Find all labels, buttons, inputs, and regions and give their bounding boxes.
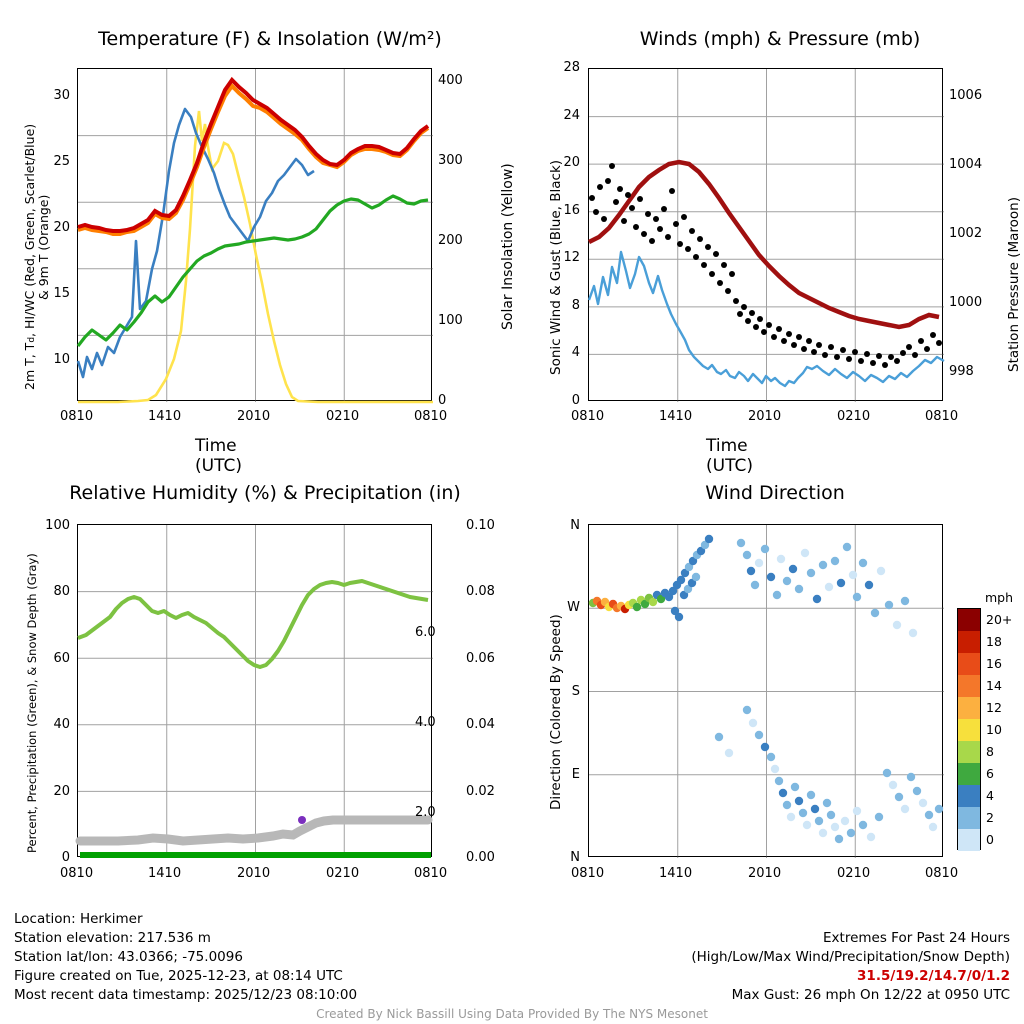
direction-xtick: 2010 [748,866,782,881]
colorbar-swatch [958,675,980,697]
temp-panel-title: Temperature (F) & Insolation (W/m²) [98,28,442,50]
rh-ytick: 20 [53,784,70,799]
direction-yaxis-label: Direction (Colored By Speed) [548,614,564,810]
series-snow-depth [80,820,428,841]
temp-ytick: 25 [53,154,70,169]
rh-ytick-inner: 4.0 [415,715,436,730]
wind-ytick-right: 1002 [949,226,983,241]
extremes-values: 31.5/19.2/14.7/0/1.2 [857,968,1010,984]
colorbar-tick: 10 [986,722,1002,737]
direction-plot-area [588,524,943,857]
temp-ytick-right: 400 [438,73,463,88]
wind-yaxis-label-left: Sonic Wind & Gust (Blue, Black) [548,159,564,375]
colorbar-tick: 12 [986,700,1002,715]
wind-ytick: 8 [571,298,580,313]
temp-plot-svg [78,69,433,402]
temp-yaxis-label-left-line1: 2m T, Td, HI/WC (Red, Green, Scarlet/Blue) [22,123,37,390]
temp-yaxis-label-right: Solar Insolation (Yellow) [500,163,516,330]
footer-latlon: Station lat/lon: 43.0366; -75.0096 [14,949,243,965]
rh-ytick: 60 [53,651,70,666]
wind-xtick: 0810 [925,409,959,424]
colorbar-tick: 8 [986,744,994,759]
colorbar-swatch [958,631,980,653]
rh-ytick: 100 [45,518,70,533]
colorbar-tick: 2 [986,810,994,825]
wind-plot-area [588,68,943,401]
rh-xtick: 0810 [60,866,94,881]
credit-line: Created By Nick Bassill Using Data Provided By The NYS Mesonet [316,1007,708,1021]
temp-xtick: 0810 [414,409,448,424]
wind-yaxis-label-right: Station Pressure (Maroon) [1006,196,1022,372]
direction-xtick: 0210 [837,866,871,881]
rh-xtick: 0210 [326,866,360,881]
wind-xtick: 0810 [571,409,605,424]
temp-ytick-right: 200 [438,233,463,248]
colorbar-swatch [958,741,980,763]
colorbar-swatch [958,609,980,631]
rh-xtick: 1410 [148,866,182,881]
series-9m-temp-orange [78,86,428,234]
direction-xtick: 1410 [659,866,693,881]
temp-ytick-right: 300 [438,153,463,168]
rh-ytick-right: 0.00 [466,850,495,865]
rh-plot-svg [78,525,433,858]
footer-location: Location: Herkimer [14,911,143,927]
wind-xtick: 0210 [837,409,871,424]
wind-ytick-right: 998 [949,364,974,379]
series-2m-temp-red [78,80,428,231]
series-dewpoint-green [78,196,428,346]
direction-ytick: W [567,600,580,615]
temp-xtick: 1410 [148,409,182,424]
wind-ytick: 0 [571,393,580,408]
temp-xtick: 2010 [237,409,271,424]
direction-ytick: N [570,518,580,533]
wind-ytick: 28 [563,60,580,75]
rh-xtick: 0810 [414,866,448,881]
wind-ytick-right: 1006 [949,88,983,103]
temp-yaxis-label-left-line2: & 9m T (Orange) [36,194,51,300]
colorbar-tick: 0 [986,832,994,847]
rh-ytick: 40 [53,717,70,732]
rh-ytick-right: 0.02 [466,784,495,799]
wind-plot-svg [589,69,944,402]
footer-data-timestamp: Most recent data timestamp: 2025/12/23 08:10:00 [14,987,358,1003]
temp-ytick-right: 0 [438,393,447,408]
colorbar-tick: 14 [986,678,1002,693]
extremes-heading: Extremes For Past 24 Hours [823,930,1010,946]
wind-ytick: 4 [571,345,580,360]
colorbar-tick: 20+ [986,612,1013,627]
purple-marker [298,816,306,824]
wind-ytick-right: 1004 [949,157,983,172]
temp-xtick: 0210 [326,409,360,424]
wind-ytick: 24 [563,108,580,123]
rh-ytick-right: 0.04 [466,717,495,732]
temp-ytick: 30 [53,88,70,103]
colorbar-swatch [958,829,980,851]
colorbar-tick: 18 [986,634,1002,649]
direction-plot-svg [589,525,944,858]
rh-xtick: 2010 [237,866,271,881]
colorbar-swatch [958,807,980,829]
colorbar-tick: 4 [986,788,994,803]
colorbar-tick: 6 [986,766,994,781]
wind-panel-title: Winds (mph) & Pressure (mb) [639,28,921,50]
series-relative-humidity [78,581,428,667]
wind-ytick-right: 1000 [949,295,983,310]
rh-yaxis-label-left: Percent, Precipitation (Green), & Snow Depth (Gray) [25,553,39,853]
max-gust-line: Max Gust: 26 mph On 12/22 at 0950 UTC [731,987,1010,1003]
wind-ytick: 12 [563,250,580,265]
direction-ytick: S [571,684,580,699]
colorbar-swatch [958,719,980,741]
rh-ytick: 0 [61,850,70,865]
temp-ytick-right: 100 [438,313,463,328]
colorbar-swatches [957,608,981,850]
colorbar-swatch [958,763,980,785]
temp-ytick: 20 [53,220,70,235]
series-gust-dots [589,163,942,368]
rh-plot-area [77,524,432,857]
wind-ytick: 20 [563,155,580,170]
direction-ytick: E [571,767,580,782]
direction-xtick: 0810 [925,866,959,881]
rh-panel-title: Relative Humidity (%) & Precipitation (in) [69,482,461,504]
direction-panel-title: Wind Direction [705,482,845,504]
rh-ytick-right: 0.08 [466,584,495,599]
rh-ytick-right: 0.06 [466,651,495,666]
direction-xtick: 0810 [571,866,605,881]
wind-xaxis-label: Time (UTC) [706,436,753,476]
colorbar-tick: 16 [986,656,1002,671]
series-station-pressure [589,162,939,327]
wind-xtick: 2010 [748,409,782,424]
extremes-subheading: (High/Low/Max Wind/Precipitation/Snow Depth) [691,949,1010,965]
rh-ytick-inner: 6.0 [415,625,436,640]
wind-ytick: 16 [563,203,580,218]
colorbar-title: mph [985,590,1014,605]
temp-plot-area [77,68,432,401]
temp-ytick: 15 [53,286,70,301]
footer-figure-created: Figure created on Tue, 2025-12-23, at 08:14 UTC [14,968,343,984]
direction-ytick: N [570,850,580,865]
colorbar-swatch [958,653,980,675]
colorbar-swatch [958,785,980,807]
rh-ytick-right: 0.10 [466,518,495,533]
colorbar-swatch [958,697,980,719]
rh-ytick: 80 [53,584,70,599]
wind-xtick: 1410 [659,409,693,424]
temp-ytick: 10 [53,352,70,367]
temp-xaxis-label: Time (UTC) [195,436,242,476]
temp-xtick: 0810 [60,409,94,424]
footer-elevation: Station elevation: 217.536 m [14,930,211,946]
rh-ytick-inner: 2.0 [415,805,436,820]
